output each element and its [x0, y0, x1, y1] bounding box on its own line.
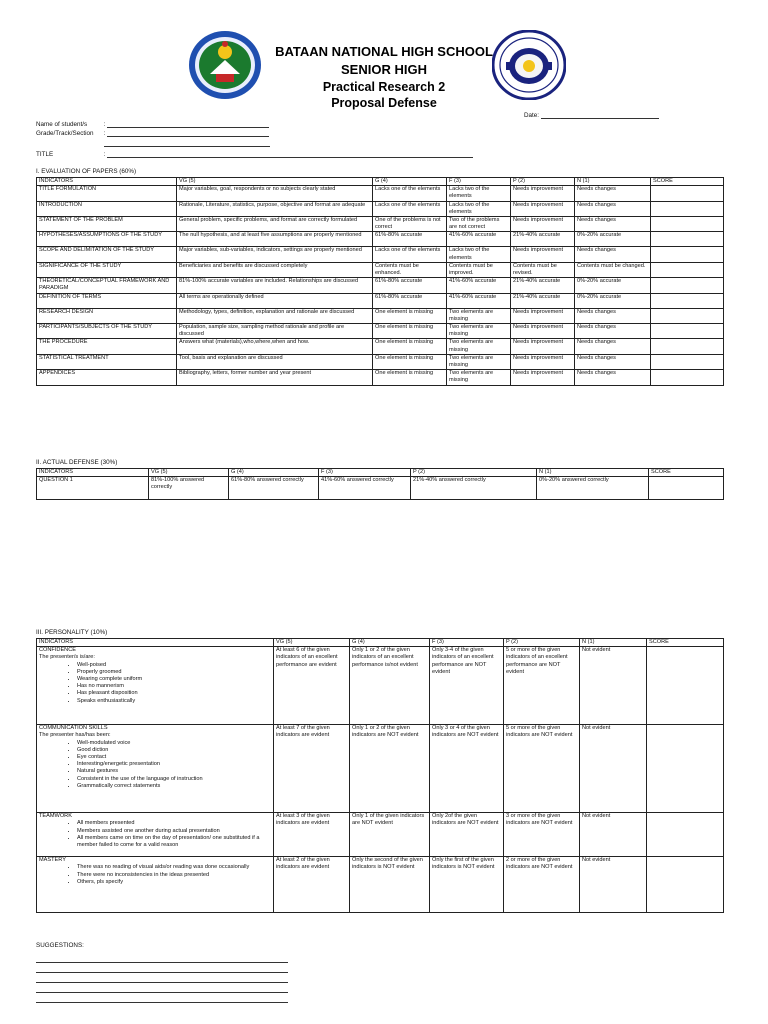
- g-cell: Lacks one of the elements: [373, 186, 447, 201]
- suggestion-lines[interactable]: [36, 953, 288, 1003]
- event-title: Proposal Defense: [331, 96, 437, 110]
- evaluation-table: [36, 177, 724, 386]
- p-cell: 5 or more of the given indicators are NOT evident: [504, 725, 580, 813]
- personality-table: [36, 638, 724, 913]
- f-cell: Only the first of the given indicators is NOT evident: [430, 857, 504, 913]
- table-row: [37, 186, 724, 201]
- subject-title: Practical Research 2: [322, 80, 446, 94]
- colon: :: [103, 151, 106, 158]
- defense-table: [36, 468, 724, 500]
- indicator-intro: The presenter has/has been:: [39, 732, 111, 739]
- grade-track-section-line[interactable]: [107, 130, 269, 137]
- score-cell[interactable]: [651, 339, 724, 354]
- list-item: • Well-poised: [77, 662, 271, 669]
- p-cell: 21%-40% accurate: [511, 293, 575, 308]
- f-cell: Lacks two of the elements: [447, 186, 511, 201]
- grade-track-section-label: Grade/Track/Section: [36, 130, 94, 137]
- n-cell: Needs changes: [575, 370, 651, 385]
- indicator-cell: SIGNIFICANCE OF THE STUDY: [37, 262, 177, 277]
- vg-cell: Answers what (materials),who,where,when and how.: [177, 339, 373, 354]
- g-cell: Only 1 or 2 of the given indicators of an excellent performance is/not evident: [350, 647, 430, 725]
- suggestion-line[interactable]: [36, 953, 288, 963]
- f-cell: Only 2of the given indicators are NOT evident: [430, 813, 504, 857]
- vg-cell: Bibliography, letters, former number and year present: [177, 370, 373, 385]
- indicator-intro: The presenter/s is/are:: [39, 654, 95, 661]
- list-item: • Speaks enthusiastically: [77, 698, 271, 705]
- suggestion-line[interactable]: [36, 993, 288, 1003]
- student-name-field[interactable]: [36, 121, 269, 128]
- table-row: [37, 247, 724, 262]
- f-cell: Two elements are missing: [447, 324, 511, 339]
- g-cell: Contents must be enhanced.: [373, 262, 447, 277]
- indicator-cell: APPENDICES: [37, 370, 177, 385]
- indicator-cell: QUESTION 1: [37, 477, 149, 500]
- score-cell[interactable]: [651, 262, 724, 277]
- score-cell[interactable]: [651, 324, 724, 339]
- f-cell: Only 3 or 4 of the given indicators are NOT evident: [430, 725, 504, 813]
- vg-cell: 81%-100% answered correctly: [149, 477, 229, 500]
- indicator-name: CONFIDENCE: [39, 647, 76, 654]
- table-row: [37, 278, 724, 293]
- p-cell: Needs improvement: [511, 186, 575, 201]
- n-cell: 0%-20% accurate: [575, 232, 651, 247]
- table-row: [37, 857, 724, 913]
- table-header-row: [37, 469, 724, 477]
- list-item: • Consistent in the use of the language of instruction: [77, 776, 271, 783]
- g-cell: Only 1 or 2 of the given indicators are NOT evident: [350, 725, 430, 813]
- column-header: VG (5): [149, 469, 229, 477]
- school-name: BATAAN NATIONAL HIGH SCHOOL: [275, 44, 493, 59]
- f-cell: Only 3-4 of the given indicators of an excellent performance are NOT evident: [430, 647, 504, 725]
- indicator-name: TEAMWORK: [39, 813, 72, 820]
- grade-track-section-field[interactable]: [36, 130, 269, 137]
- column-header: G (4): [350, 639, 430, 647]
- indicator-cell: [37, 857, 274, 913]
- blank-line-field[interactable]: [36, 140, 270, 147]
- indicator-cell: INTRODUCTION: [37, 201, 177, 216]
- p-cell: Needs improvement: [511, 217, 575, 232]
- g-cell: One element is missing: [373, 308, 447, 323]
- colon: :: [103, 130, 106, 137]
- vg-cell: At least 6 of the given indicators of an excellent performance are evident: [274, 647, 350, 725]
- f-cell: Two elements are missing: [447, 308, 511, 323]
- list-item: • Properly groomed: [77, 669, 271, 676]
- indicator-cell: THEORETICAL/CONCEPTUAL FRAMEWORK AND PARADIGM: [37, 278, 177, 293]
- p-cell: 5 or more of the given indicators of an excellent performance are NOT evident: [504, 647, 580, 725]
- column-header: SCORE: [649, 469, 724, 477]
- date-field[interactable]: [524, 112, 659, 119]
- g-cell: 61%-80% answered correctly: [229, 477, 319, 500]
- f-cell: Two elements are missing: [447, 370, 511, 385]
- section1-title: I. EVALUATION OF PAPERS (60%): [36, 168, 137, 175]
- column-header: G (4): [229, 469, 319, 477]
- table-row: [37, 308, 724, 323]
- column-header: VG (5): [274, 639, 350, 647]
- n-cell: Contents must be changed.: [575, 262, 651, 277]
- n-cell: 0%-20% accurate: [575, 278, 651, 293]
- column-header: VG (5): [177, 178, 373, 186]
- list-item: • Others, pls specify: [77, 879, 271, 886]
- table-row: [37, 232, 724, 247]
- date-label: Date:: [524, 112, 540, 119]
- table-row: [37, 262, 724, 277]
- title-line[interactable]: [107, 151, 473, 158]
- suggestions-label: SUGGESTIONS:: [36, 942, 84, 949]
- n-cell: 0%-20% accurate: [575, 293, 651, 308]
- indicator-bullet-list: [39, 820, 271, 849]
- table-row: [37, 647, 724, 725]
- student-name-label: Name of student/s: [36, 121, 88, 128]
- column-header: P (2): [504, 639, 580, 647]
- list-item: • All members presented: [77, 820, 271, 827]
- table-header-row: [37, 639, 724, 647]
- date-line[interactable]: [541, 112, 659, 119]
- p-cell: Needs improvement: [511, 370, 575, 385]
- table-row: [37, 725, 724, 813]
- indicator-cell: STATISTICAL TREATMENT: [37, 354, 177, 369]
- n-cell: Not evident: [580, 725, 647, 813]
- vg-cell: Major variables, goal, respondents or no subjects clearly stated: [177, 186, 373, 201]
- section2-title: II. ACTUAL DEFENSE (30%): [36, 459, 118, 466]
- score-cell[interactable]: [651, 217, 724, 232]
- section3-title: III. PERSONALITY (10%): [36, 629, 108, 636]
- g-cell: Only the second of the given indicators is NOT evident: [350, 857, 430, 913]
- indicator-cell: [37, 725, 274, 813]
- table-row: [37, 293, 724, 308]
- list-item: • Grammatically correct statements: [77, 783, 271, 790]
- indicator-cell: DEFINITION OF TERMS: [37, 293, 177, 308]
- list-item: • Members assisted one another during actual presentation: [77, 828, 271, 835]
- table-row: [37, 217, 724, 232]
- indicator-cell: SCOPE AND DELIMITATION OF THE STUDY: [37, 247, 177, 262]
- vg-cell: At least 2 of the given indicators are evident: [274, 857, 350, 913]
- p-cell: Needs improvement: [511, 339, 575, 354]
- column-header: SCORE: [647, 639, 724, 647]
- title-label: TITLE: [36, 151, 54, 158]
- p-cell: Needs improvement: [511, 247, 575, 262]
- list-item: • Has no mannerism: [77, 683, 271, 690]
- indicator-cell: THE PROCEDURE: [37, 339, 177, 354]
- indicator-cell: STATEMENT OF THE PROBLEM: [37, 217, 177, 232]
- list-item: • Wearing complete uniform: [77, 676, 271, 683]
- score-cell[interactable]: [649, 477, 724, 500]
- vg-cell: 81%-100% accurate variables are included. Relationships are discussed: [177, 278, 373, 293]
- score-cell[interactable]: [651, 308, 724, 323]
- n-cell: Needs changes: [575, 324, 651, 339]
- g-cell: Only 1 of the given indicators are NOT evident: [350, 813, 430, 857]
- score-cell[interactable]: [651, 201, 724, 216]
- list-item: • Has pleasant disposition: [77, 690, 271, 697]
- f-cell: 41%-60% answered correctly: [319, 477, 411, 500]
- g-cell: Lacks one of the elements: [373, 201, 447, 216]
- suggestion-line[interactable]: [36, 983, 288, 993]
- indicator-name: COMMUNICATION SKILLS: [39, 725, 108, 732]
- column-header: F (3): [447, 178, 511, 186]
- p-cell: Needs improvement: [511, 324, 575, 339]
- vg-cell: Major variables, sub-variables, indicators, settings are properly mentioned: [177, 247, 373, 262]
- f-cell: 41%-60% accurate: [447, 278, 511, 293]
- n-cell: Needs changes: [575, 339, 651, 354]
- title-field[interactable]: [36, 151, 473, 158]
- score-cell[interactable]: [647, 857, 724, 913]
- score-cell[interactable]: [651, 293, 724, 308]
- p-cell: 2 or more of the given indicators are NOT evident: [504, 857, 580, 913]
- indicator-cell: HYPOTHESES/ASSUMPTIONS OF THE STUDY: [37, 232, 177, 247]
- list-item: • Interesting/energetic presentation: [77, 761, 271, 768]
- indicator-cell: RESEARCH DESIGN: [37, 308, 177, 323]
- table-row: [37, 324, 724, 339]
- n-cell: 0%-20% answered correctly: [537, 477, 649, 500]
- list-item: • All members came on time on the day of presentation/ one substituted if a member failed to come for a valid reason: [77, 835, 271, 849]
- vg-cell: Beneficiaries and benefits are discussed completely: [177, 262, 373, 277]
- vg-cell: At least 7 of the given indicators are evident: [274, 725, 350, 813]
- vg-cell: General problem, specific problems, and format are correctly formulated: [177, 217, 373, 232]
- suggestion-line[interactable]: [36, 973, 288, 983]
- table-row: [37, 370, 724, 385]
- table-row: [37, 201, 724, 216]
- suggestion-line[interactable]: [36, 963, 288, 973]
- table-row: [37, 339, 724, 354]
- indicator-cell: PARTICIPANTS/SUBJECTS OF THE STUDY: [37, 324, 177, 339]
- indicator-bullet-list: [39, 864, 271, 886]
- score-cell[interactable]: [651, 354, 724, 369]
- f-cell: 41%-60% accurate: [447, 232, 511, 247]
- indicator-bullet-list: [39, 662, 271, 705]
- colon: :: [103, 121, 106, 128]
- column-header: N (1): [537, 469, 649, 477]
- extra-line[interactable]: [104, 140, 270, 147]
- p-cell: 21%-40% accurate: [511, 232, 575, 247]
- indicator-cell: [37, 647, 274, 725]
- g-cell: 61%-80% accurate: [373, 293, 447, 308]
- g-cell: One element is missing: [373, 339, 447, 354]
- table-row: [37, 354, 724, 369]
- score-cell[interactable]: [651, 247, 724, 262]
- n-cell: Not evident: [580, 813, 647, 857]
- g-cell: Lacks one of the elements: [373, 247, 447, 262]
- column-header: F (3): [319, 469, 411, 477]
- list-item: • Eye contact: [77, 754, 271, 761]
- table-row: [37, 477, 724, 500]
- list-item: • There were no inconsistencies in the ideas presented: [77, 872, 271, 879]
- score-cell[interactable]: [651, 278, 724, 293]
- n-cell: Needs changes: [575, 354, 651, 369]
- g-cell: One of the problems is not correct: [373, 217, 447, 232]
- list-item: • There was no reading of visual aids/or reading was done occasionally: [77, 864, 271, 871]
- score-cell[interactable]: [647, 813, 724, 857]
- score-cell[interactable]: [647, 647, 724, 725]
- n-cell: Needs changes: [575, 308, 651, 323]
- column-header: F (3): [430, 639, 504, 647]
- f-cell: Lacks two of the elements: [447, 201, 511, 216]
- student-name-line[interactable]: [107, 121, 269, 128]
- indicator-name: MASTERY: [39, 857, 66, 864]
- vg-cell: Tool, basis and explanation are discussed: [177, 354, 373, 369]
- n-cell: Needs changes: [575, 217, 651, 232]
- f-cell: 41%-60% accurate: [447, 293, 511, 308]
- g-cell: 61%-80% accurate: [373, 278, 447, 293]
- n-cell: Not evident: [580, 647, 647, 725]
- list-item: • Natural gestures: [77, 768, 271, 775]
- g-cell: One element is missing: [373, 354, 447, 369]
- indicator-cell: [37, 813, 274, 857]
- column-header: INDICATORS: [37, 639, 274, 647]
- n-cell: Not evident: [580, 857, 647, 913]
- n-cell: Needs changes: [575, 247, 651, 262]
- g-cell: One element is missing: [373, 324, 447, 339]
- p-cell: Needs improvement: [511, 201, 575, 216]
- table-row: [37, 813, 724, 857]
- p-cell: Contents must be revised.: [511, 262, 575, 277]
- f-cell: Two of the problems are not correct: [447, 217, 511, 232]
- g-cell: 61%-80% accurate: [373, 232, 447, 247]
- vg-cell: All terms are operationally defined: [177, 293, 373, 308]
- vg-cell: Population, sample size, sampling method rationale and profile are discussed: [177, 324, 373, 339]
- p-cell: Needs improvement: [511, 354, 575, 369]
- column-header: G (4): [373, 178, 447, 186]
- n-cell: Needs changes: [575, 201, 651, 216]
- score-cell[interactable]: [651, 186, 724, 201]
- score-cell[interactable]: [651, 370, 724, 385]
- f-cell: Lacks two of the elements: [447, 247, 511, 262]
- column-header: N (1): [575, 178, 651, 186]
- p-cell: 21%-40% accurate: [511, 278, 575, 293]
- vg-cell: At least 3 of the given indicators are evident: [274, 813, 350, 857]
- column-header: N (1): [580, 639, 647, 647]
- column-header: INDICATORS: [37, 178, 177, 186]
- vg-cell: The null hypothesis, and at least five assumptions are properly mentioned: [177, 232, 373, 247]
- f-cell: Contents must be improved.: [447, 262, 511, 277]
- column-header: P (2): [411, 469, 537, 477]
- f-cell: Two elements are missing: [447, 339, 511, 354]
- g-cell: One element is missing: [373, 370, 447, 385]
- p-cell: 21%-40% answered correctly: [411, 477, 537, 500]
- vg-cell: Rationale, Literature, statistics, purpose, objective and format are adequate: [177, 201, 373, 216]
- n-cell: Needs changes: [575, 186, 651, 201]
- list-item: • Good diction: [77, 747, 271, 754]
- school-level: SENIOR HIGH: [341, 62, 427, 77]
- table-header-row: [37, 178, 724, 186]
- score-cell[interactable]: [647, 725, 724, 813]
- vg-cell: Methodology, types, definition, explanation and rationale are discussed: [177, 308, 373, 323]
- indicator-bullet-list: [39, 740, 271, 790]
- column-header: SCORE: [651, 178, 724, 186]
- column-header: P (2): [511, 178, 575, 186]
- indicator-cell: TITLE FORMULATION: [37, 186, 177, 201]
- list-item: • Well-modulated voice: [77, 740, 271, 747]
- score-cell[interactable]: [651, 232, 724, 247]
- p-cell: 3 or more of the given indicators are NOT evident: [504, 813, 580, 857]
- f-cell: Two elements are missing: [447, 354, 511, 369]
- column-header: INDICATORS: [37, 469, 149, 477]
- p-cell: Needs improvement: [511, 308, 575, 323]
